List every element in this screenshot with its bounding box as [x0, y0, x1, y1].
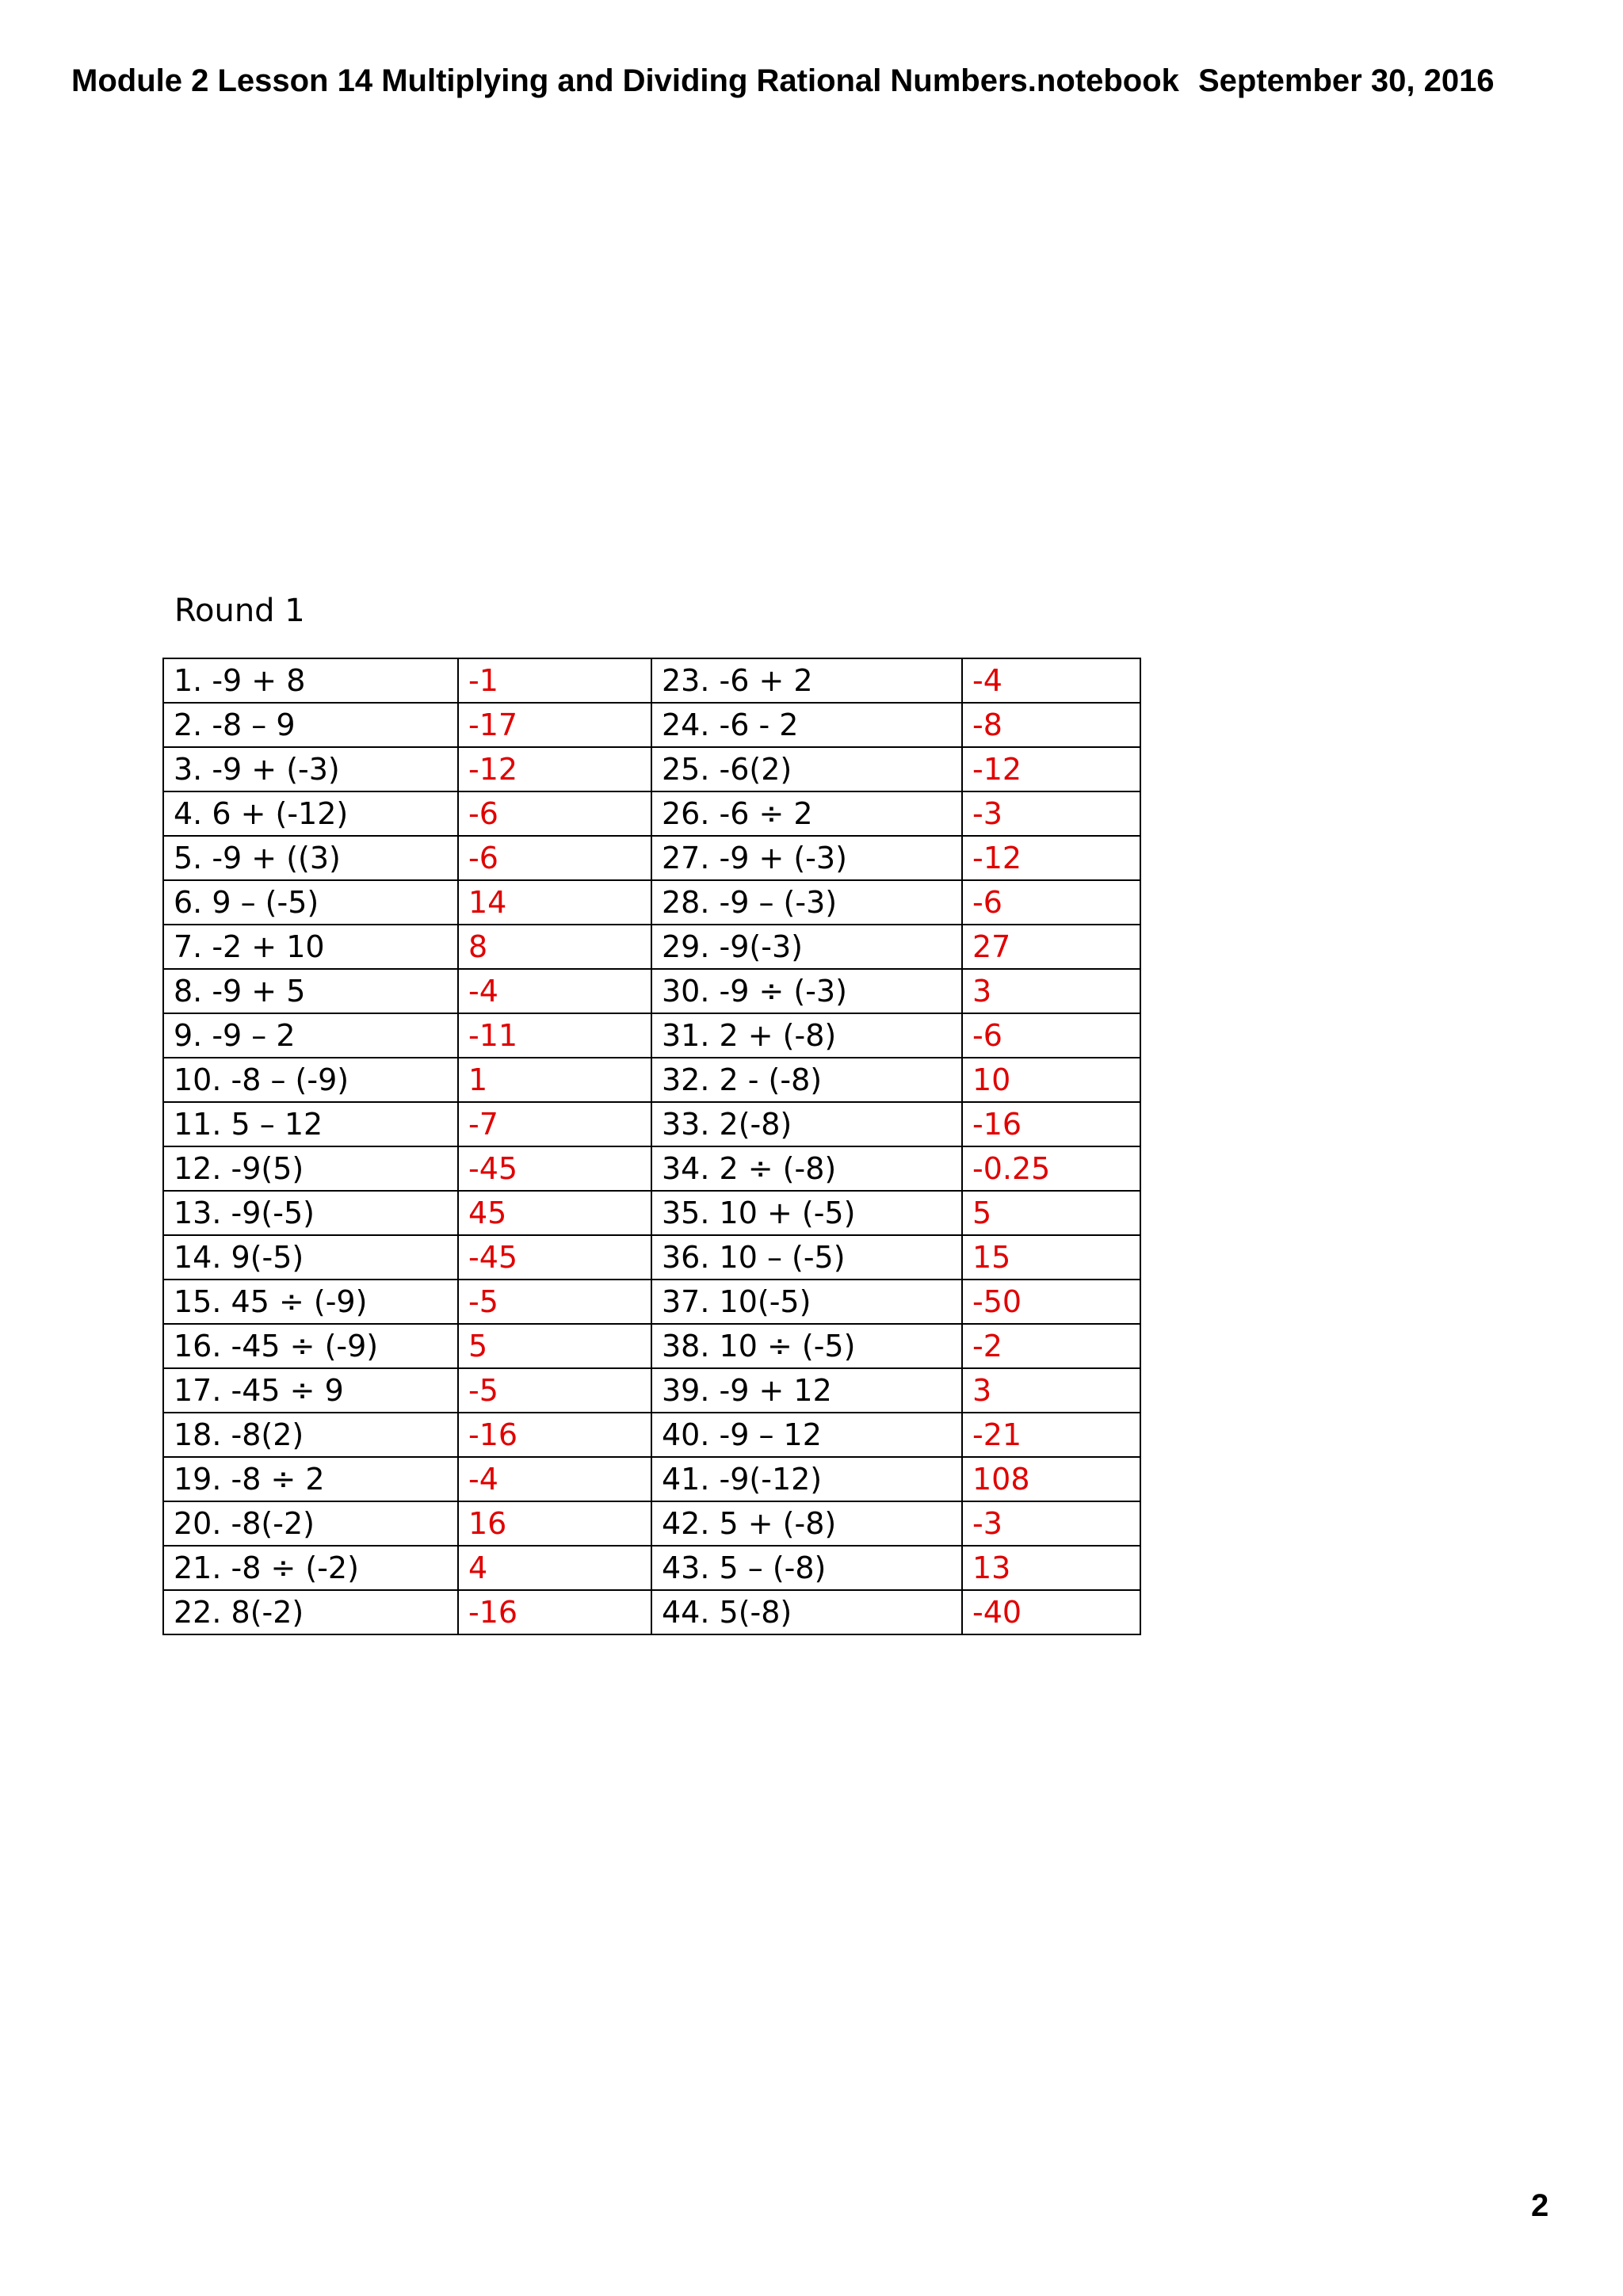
answer-cell: -4	[458, 969, 651, 1013]
problem-cell: 31. 2 + (-8)	[651, 1013, 962, 1058]
problem-cell: 32. 2 - (-8)	[651, 1058, 962, 1102]
answer-cell: 15	[962, 1235, 1140, 1280]
answer-cell: 10	[962, 1058, 1140, 1102]
answer-cell: -17	[458, 703, 651, 747]
answer-cell: -1	[458, 658, 651, 703]
problem-cell: 42. 5 + (-8)	[651, 1501, 962, 1546]
answer-cell: 8	[458, 925, 651, 969]
problem-cell: 28. -9 – (-3)	[651, 880, 962, 925]
problem-cell: 27. -9 + (-3)	[651, 836, 962, 880]
problem-cell: 3. -9 + (-3)	[163, 747, 458, 791]
answer-cell: -21	[962, 1413, 1140, 1457]
problem-cell: 38. 10 ÷ (-5)	[651, 1324, 962, 1368]
answer-cell: 13	[962, 1546, 1140, 1590]
notebook-date: September 30, 2016	[1198, 63, 1495, 98]
answer-cell: 4	[458, 1546, 651, 1590]
problem-cell: 18. -8(2)	[163, 1413, 458, 1457]
answer-cell: -8	[962, 703, 1140, 747]
table-row	[163, 836, 1140, 880]
table-row	[163, 658, 1140, 703]
problem-cell: 4. 6 + (-12)	[163, 791, 458, 836]
notebook-title: Module 2 Lesson 14 Multiplying and Dividing Rational Numbers.notebook	[71, 63, 1179, 98]
problem-cell: 35. 10 + (-5)	[651, 1191, 962, 1235]
answer-cell: -12	[458, 747, 651, 791]
problem-cell: 9. -9 – 2	[163, 1013, 458, 1058]
problem-cell: 15. 45 ÷ (-9)	[163, 1280, 458, 1324]
answer-cell: -16	[962, 1102, 1140, 1146]
problem-cell: 5. -9 + ((3)	[163, 836, 458, 880]
answer-cell: -16	[458, 1413, 651, 1457]
problem-cell: 20. -8(-2)	[163, 1501, 458, 1546]
answer-cell: -6	[962, 1013, 1140, 1058]
problem-cell: 8. -9 + 5	[163, 969, 458, 1013]
table-row	[163, 1191, 1140, 1235]
table-row	[163, 925, 1140, 969]
table-row	[163, 1457, 1140, 1501]
table-row	[163, 1546, 1140, 1590]
problem-cell: 13. -9(-5)	[163, 1191, 458, 1235]
answer-cell: -0.25	[962, 1146, 1140, 1191]
problem-cell: 29. -9(-3)	[651, 925, 962, 969]
answer-cell: -12	[962, 747, 1140, 791]
problem-cell: 10. -8 – (-9)	[163, 1058, 458, 1102]
problem-cell: 37. 10(-5)	[651, 1280, 962, 1324]
table-row	[163, 703, 1140, 747]
answer-cell: -3	[962, 1501, 1140, 1546]
answer-cell: 14	[458, 880, 651, 925]
answer-cell: -5	[458, 1280, 651, 1324]
problem-cell: 11. 5 – 12	[163, 1102, 458, 1146]
problem-cell: 44. 5(-8)	[651, 1590, 962, 1634]
table-row	[163, 1413, 1140, 1457]
problem-cell: 22. 8(-2)	[163, 1590, 458, 1634]
answer-cell: -12	[962, 836, 1140, 880]
problem-cell: 34. 2 ÷ (-8)	[651, 1146, 962, 1191]
answer-cell: -11	[458, 1013, 651, 1058]
table-row	[163, 1501, 1140, 1546]
table-row	[163, 1280, 1140, 1324]
table-row	[163, 1102, 1140, 1146]
answer-cell: 5	[458, 1324, 651, 1368]
problem-cell: 41. -9(-12)	[651, 1457, 962, 1501]
table-row	[163, 1368, 1140, 1413]
table-row	[163, 1146, 1140, 1191]
answer-cell: -4	[458, 1457, 651, 1501]
answer-cell: 5	[962, 1191, 1140, 1235]
table-row	[163, 791, 1140, 836]
answer-cell: -6	[962, 880, 1140, 925]
problem-cell: 2. -8 – 9	[163, 703, 458, 747]
table-row	[163, 1590, 1140, 1634]
table-row	[163, 880, 1140, 925]
problem-cell: 26. -6 ÷ 2	[651, 791, 962, 836]
problem-cell: 17. -45 ÷ 9	[163, 1368, 458, 1413]
problem-cell: 25. -6(2)	[651, 747, 962, 791]
answer-cell: 108	[962, 1457, 1140, 1501]
answer-cell: -3	[962, 791, 1140, 836]
table-row	[163, 1235, 1140, 1280]
problem-cell: 30. -9 ÷ (-3)	[651, 969, 962, 1013]
table-row	[163, 1324, 1140, 1368]
answer-cell: 16	[458, 1501, 651, 1546]
answer-cell: 1	[458, 1058, 651, 1102]
answer-cell: -6	[458, 836, 651, 880]
answer-cell: 45	[458, 1191, 651, 1235]
problem-cell: 1. -9 + 8	[163, 658, 458, 703]
answer-cell: -50	[962, 1280, 1140, 1324]
answer-cell: -6	[458, 791, 651, 836]
problem-cell: 36. 10 – (-5)	[651, 1235, 962, 1280]
table-row	[163, 1013, 1140, 1058]
problem-cell: 7. -2 + 10	[163, 925, 458, 969]
answer-cell: -5	[458, 1368, 651, 1413]
problem-cell: 24. -6 - 2	[651, 703, 962, 747]
problem-cell: 19. -8 ÷ 2	[163, 1457, 458, 1501]
answer-cell: 27	[962, 925, 1140, 969]
table-row	[163, 747, 1140, 791]
problem-cell: 12. -9(5)	[163, 1146, 458, 1191]
answer-cell: 3	[962, 969, 1140, 1013]
table-row	[163, 969, 1140, 1013]
problem-cell: 14. 9(-5)	[163, 1235, 458, 1280]
problem-cell: 43. 5 – (-8)	[651, 1546, 962, 1590]
problem-cell: 23. -6 + 2	[651, 658, 962, 703]
problem-cell: 16. -45 ÷ (-9)	[163, 1324, 458, 1368]
answer-cell: -40	[962, 1590, 1140, 1634]
answer-cell: 3	[962, 1368, 1140, 1413]
problem-cell: 40. -9 – 12	[651, 1413, 962, 1457]
answer-cell: -2	[962, 1324, 1140, 1368]
answer-cell: -45	[458, 1146, 651, 1191]
problem-table	[162, 658, 1141, 1635]
problem-cell: 33. 2(-8)	[651, 1102, 962, 1146]
answer-cell: -4	[962, 658, 1140, 703]
answer-cell: -7	[458, 1102, 651, 1146]
round-label: Round 1	[174, 593, 305, 629]
answer-cell: -16	[458, 1590, 651, 1634]
problem-cell: 39. -9 + 12	[651, 1368, 962, 1413]
table-row	[163, 1058, 1140, 1102]
answer-cell: -45	[458, 1235, 651, 1280]
problem-cell: 21. -8 ÷ (-2)	[163, 1546, 458, 1590]
problem-cell: 6. 9 – (-5)	[163, 880, 458, 925]
page-number: 2	[1531, 2188, 1549, 2223]
